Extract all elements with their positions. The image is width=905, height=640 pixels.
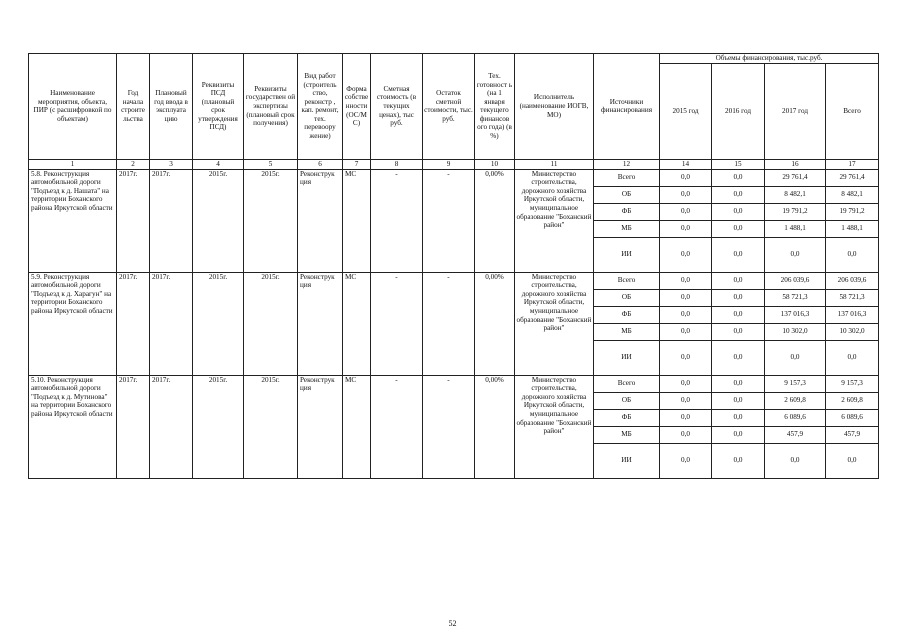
remaining-cost: - — [423, 169, 475, 272]
readiness: 0,00% — [475, 375, 515, 478]
column-number: 5 — [244, 159, 298, 169]
value-2017: 457,9 — [765, 426, 826, 443]
col-header-name: Наименование мероприятия, объекта, ПИР (с расшифровкой по объектам) — [29, 54, 117, 160]
value-2016: 0,0 — [712, 203, 765, 220]
value-2015: 0,0 — [660, 203, 712, 220]
psd-date: 2015г. — [193, 272, 244, 375]
column-number: 2 — [117, 159, 150, 169]
col-header-funding-source: Источники финансирования — [594, 54, 660, 160]
column-number: 10 — [475, 159, 515, 169]
value-2015: 0,0 — [660, 409, 712, 426]
work-type: Реконструк ция — [298, 272, 343, 375]
col-header-executor: Исполнитель (наименование ИОГВ, МО) — [515, 54, 594, 160]
value-2016: 0,0 — [712, 169, 765, 186]
commission-year: 2017г. — [150, 272, 193, 375]
funding-source: Всего — [594, 169, 660, 186]
column-number: 14 — [660, 159, 712, 169]
column-number: 7 — [343, 159, 371, 169]
estimate-cost: - — [371, 375, 423, 478]
value-2015: 0,0 — [660, 340, 712, 375]
col-header-expertise: Реквизиты государствен ой экспертизы (плановый срок получения) — [244, 54, 298, 160]
value-total: 19 791,2 — [826, 203, 879, 220]
expertise-date: 2015г. — [244, 169, 298, 272]
col-header-remaining-cost: Остаток сметной стоимости, тыс. руб. — [423, 54, 475, 160]
project-name: 5.9. Реконструкция автомобильной дороги "Подъезд к д. Харагун" на территории Боханского района Иркутской области — [29, 272, 117, 375]
funding-source: ОБ — [594, 186, 660, 203]
value-2017: 0,0 — [765, 237, 826, 272]
funding-source: МБ — [594, 426, 660, 443]
column-number: 11 — [515, 159, 594, 169]
column-number: 3 — [150, 159, 193, 169]
value-2015: 0,0 — [660, 186, 712, 203]
expertise-date: 2015г. — [244, 272, 298, 375]
col-header-readiness: Тех. готовност ь (на 1 января текущего финансов ого года) (в %) — [475, 54, 515, 160]
value-2016: 0,0 — [712, 340, 765, 375]
value-total: 10 302,0 — [826, 323, 879, 340]
col-header-2016: 2016 год — [712, 63, 765, 159]
value-total: 1 488,1 — [826, 220, 879, 237]
col-header-funding-group: Объемы финансирования, тыс.руб. — [660, 54, 879, 64]
value-2015: 0,0 — [660, 443, 712, 478]
value-2016: 0,0 — [712, 220, 765, 237]
value-total: 58 721,3 — [826, 289, 879, 306]
funding-source: ФБ — [594, 203, 660, 220]
col-header-start-year: Год начала строите льства — [117, 54, 150, 160]
funding-source: ОБ — [594, 392, 660, 409]
value-total: 206 039,6 — [826, 272, 879, 289]
value-total: 8 482,1 — [826, 186, 879, 203]
value-2017: 29 761,4 — [765, 169, 826, 186]
funding-source: МБ — [594, 323, 660, 340]
ownership: МС — [343, 375, 371, 478]
psd-date: 2015г. — [193, 169, 244, 272]
value-2016: 0,0 — [712, 392, 765, 409]
value-2016: 0,0 — [712, 186, 765, 203]
readiness: 0,00% — [475, 272, 515, 375]
column-number: 15 — [712, 159, 765, 169]
value-total: 0,0 — [826, 340, 879, 375]
ownership: МС — [343, 169, 371, 272]
funding-source: ИИ — [594, 443, 660, 478]
page-number: 52 — [448, 619, 457, 628]
funding-source: Всего — [594, 375, 660, 392]
value-2017: 9 157,3 — [765, 375, 826, 392]
column-number: 4 — [193, 159, 244, 169]
value-total: 9 157,3 — [826, 375, 879, 392]
value-2015: 0,0 — [660, 169, 712, 186]
col-header-ownership: Форма собстве нности (ОС/М С) — [343, 54, 371, 160]
executor: Министерство строительства, дорожного хозяйства Иркутской области, муниципальное образование "Боханский район" — [515, 375, 594, 478]
value-2016: 0,0 — [712, 409, 765, 426]
value-2017: 8 482,1 — [765, 186, 826, 203]
value-2017: 0,0 — [765, 443, 826, 478]
col-header-work-type: Вид работ (строитель ство, реконстр , кап. ремонт, тех. перевоору жение) — [298, 54, 343, 160]
value-2015: 0,0 — [660, 289, 712, 306]
remaining-cost: - — [423, 375, 475, 478]
table-body — [29, 159, 879, 478]
value-2017: 10 302,0 — [765, 323, 826, 340]
financing-table — [28, 53, 879, 479]
start-year: 2017г. — [117, 375, 150, 478]
ownership: МС — [343, 272, 371, 375]
funding-source: ФБ — [594, 306, 660, 323]
col-header-2015: 2015 год — [660, 63, 712, 159]
table-row — [29, 169, 879, 186]
value-total: 457,9 — [826, 426, 879, 443]
column-numbers-row — [29, 159, 879, 169]
executor: Министерство строительства, дорожного хозяйства Иркутской области, муниципальное образование "Боханский район" — [515, 169, 594, 272]
table-row — [29, 375, 879, 392]
expertise-date: 2015г. — [244, 375, 298, 478]
value-total: 0,0 — [826, 237, 879, 272]
value-2016: 0,0 — [712, 375, 765, 392]
value-2015: 0,0 — [660, 220, 712, 237]
col-header-commission-year: Плановый год ввода в эксплуата цию — [150, 54, 193, 160]
remaining-cost: - — [423, 272, 475, 375]
executor: Министерство строительства, дорожного хозяйства Иркутской области, муниципальное образование "Боханский район" — [515, 272, 594, 375]
value-2016: 0,0 — [712, 426, 765, 443]
value-total: 2 609,8 — [826, 392, 879, 409]
value-2016: 0,0 — [712, 306, 765, 323]
project-name: 5.10. Реконструкция автомобильной дороги "Подъезд к д. Мутинова" на территории Боханского района Иркутской области — [29, 375, 117, 478]
col-header-psd: Реквизиты ПСД (плановый срок утверждения ПСД) — [193, 54, 244, 160]
column-number: 9 — [423, 159, 475, 169]
column-number: 16 — [765, 159, 826, 169]
value-2015: 0,0 — [660, 375, 712, 392]
column-number: 17 — [826, 159, 879, 169]
col-header-2017: 2017 год — [765, 63, 826, 159]
value-total: 6 089,6 — [826, 409, 879, 426]
col-header-estimate-cost: Сметная стоимость (в текущих ценах), тыс руб. — [371, 54, 423, 160]
funding-source: ИИ — [594, 340, 660, 375]
value-2017: 206 039,6 — [765, 272, 826, 289]
value-2016: 0,0 — [712, 272, 765, 289]
estimate-cost: - — [371, 272, 423, 375]
value-2015: 0,0 — [660, 392, 712, 409]
value-2015: 0,0 — [660, 237, 712, 272]
value-2015: 0,0 — [660, 306, 712, 323]
value-2017: 1 488,1 — [765, 220, 826, 237]
column-number: 1 — [29, 159, 117, 169]
project-name: 5.8. Реконструкция автомобильной дороги "Подъезд к д. Нашата" на территории Боханского района Иркутской области — [29, 169, 117, 272]
value-2017: 19 791,2 — [765, 203, 826, 220]
start-year: 2017г. — [117, 272, 150, 375]
value-total: 29 761,4 — [826, 169, 879, 186]
funding-source: Всего — [594, 272, 660, 289]
work-type: Реконструк ция — [298, 375, 343, 478]
commission-year: 2017г. — [150, 169, 193, 272]
readiness: 0,00% — [475, 169, 515, 272]
value-2017: 0,0 — [765, 340, 826, 375]
value-2015: 0,0 — [660, 323, 712, 340]
value-2016: 0,0 — [712, 237, 765, 272]
psd-date: 2015г. — [193, 375, 244, 478]
value-2016: 0,0 — [712, 443, 765, 478]
table-row — [29, 272, 879, 289]
value-2017: 6 089,6 — [765, 409, 826, 426]
value-2017: 58 721,3 — [765, 289, 826, 306]
value-total: 137 016,3 — [826, 306, 879, 323]
column-number: 12 — [594, 159, 660, 169]
column-number: 8 — [371, 159, 423, 169]
value-2015: 0,0 — [660, 426, 712, 443]
commission-year: 2017г. — [150, 375, 193, 478]
funding-source: ОБ — [594, 289, 660, 306]
work-type: Реконструк ция — [298, 169, 343, 272]
value-2016: 0,0 — [712, 323, 765, 340]
value-2016: 0,0 — [712, 289, 765, 306]
value-total: 0,0 — [826, 443, 879, 478]
funding-source: ИИ — [594, 237, 660, 272]
estimate-cost: - — [371, 169, 423, 272]
start-year: 2017г. — [117, 169, 150, 272]
funding-source: МБ — [594, 220, 660, 237]
column-number: 6 — [298, 159, 343, 169]
value-2017: 2 609,8 — [765, 392, 826, 409]
value-2015: 0,0 — [660, 272, 712, 289]
col-header-total: Всего — [826, 63, 879, 159]
funding-source: ФБ — [594, 409, 660, 426]
value-2017: 137 016,3 — [765, 306, 826, 323]
